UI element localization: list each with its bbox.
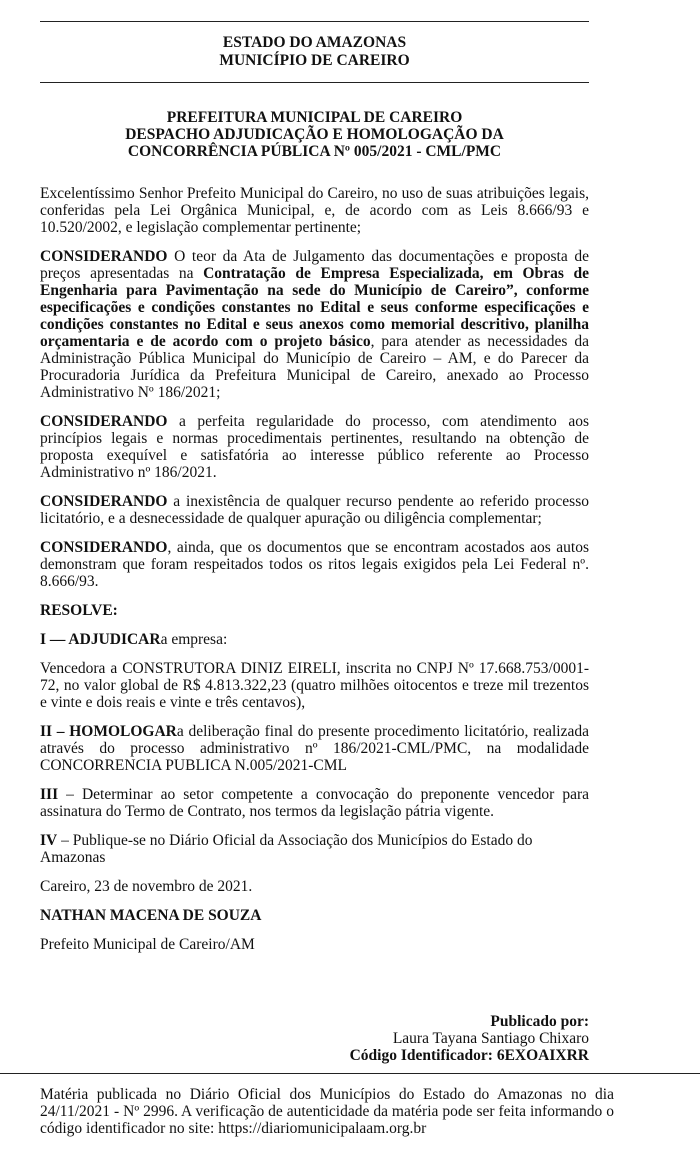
considerando-label: CONSIDERANDO [40, 539, 168, 556]
considerando-text: a inexistência de qualquer recurso pendente ao referido processo licitatório, e a desnecessidade de qualquer apuração ou diligência complementar; [40, 493, 589, 527]
identifier-label: Código Identificador: [349, 1047, 493, 1064]
intro-paragraph: Excelentíssimo Senhor Prefeito Municipal do Careiro, no uso de suas atribuições legais, conferidas pela Lei Orgânica Municipal, e, de acordo com as Leis 8.666/93 e 10.520/2002, e legislação complementar pertinente; [40, 185, 589, 236]
document-header [40, 34, 589, 70]
title-line-3: CONCORRÊNCIA PÚBLICA Nº 005/2021 - CML/PMC [127, 143, 502, 160]
considerando-label: CONSIDERANDO [40, 493, 168, 510]
published-by-label: Publicado por: [490, 1013, 589, 1030]
considerando-text-cont: , para atender as necessidades da Administração Pública Municipal do Município de Careiro – AM, e do Parecer da Procuradoria Jurídica da Prefeitura Municipal de Careiro, anexado ao Processo Administrativo Nº 186/2021; [40, 333, 589, 401]
title-line-2: DESPACHO ADJUDICAÇÃO E HOMOLOGAÇÃO DA [125, 126, 504, 143]
considerando-2 [40, 413, 589, 481]
considerando-3 [40, 493, 589, 527]
item-ii-label: II – HOMOLOGAR [40, 723, 177, 740]
item-i-text: a empresa: [160, 631, 228, 648]
item-iii [40, 786, 589, 820]
item-iii-label: III [40, 786, 59, 803]
top-rule [40, 21, 589, 22]
item-i [40, 631, 589, 648]
item-ii [40, 723, 589, 774]
publication-block [40, 1013, 589, 1064]
considerando-text: O teor da Ata de Julgamento das documentações e proposta de preços apresentadas na [40, 248, 589, 282]
considerando-label: CONSIDERANDO [40, 413, 168, 430]
item-i-label: I — ADJUDICAR [40, 631, 161, 648]
title-line-1: PREFEITURA MUNICIPAL DE CAREIRO [166, 109, 463, 126]
considerando-label: CONSIDERANDO [40, 248, 168, 265]
item-iii-text: – Determinar ao setor competente a convocação do preponente vencedor para assinatura do Termo de Contrato, nos termos da legislação pátria vigente. [40, 786, 589, 820]
header-rule [40, 82, 589, 83]
considerando-text: a perfeita regularidade do processo, com atendimento aos princípios legais e normas procedimentais pertinentes, resultando na obtenção de proposta exequível e satisfatória ao interesse público referente ao Processo Administrativo nº 186/2021. [40, 413, 589, 481]
publisher-name: Laura Tayana Santiago Chixaro [392, 1030, 589, 1047]
item-ii-text: a deliberação final do presente procedimento licitatório, realizada através do processo administrativo nº 186/2021-CML/PMC, na modalidade CONCORRENCIA PUBLICA N.005/2021-CML [40, 723, 590, 774]
footer-rule [0, 1073, 700, 1074]
state-name: ESTADO DO AMAZONAS [222, 34, 407, 51]
identifier-line [40, 1047, 589, 1064]
considerando-1 [40, 248, 589, 401]
footer-note: Matéria publicada no Diário Oficial dos Municípios do Estado do Amazonas no dia 24/11/2021 - Nº 2996. A verificação de autenticidade da matéria pode ser feita informando o código identificador no site: https://diariomunicipalaam.org.br [40, 1086, 614, 1137]
winner-paragraph: Vencedora a CONSTRUTORA DINIZ EIRELI, inscrita no CNPJ Nº 17.668.753/0001-72, no valor global de R$ 4.813.322,23 (quatro milhões oitocentos e treze mil trezentos e vinte e dois reais e vinte e três centavos), [40, 660, 589, 711]
resolve-heading: RESOLVE: [40, 602, 118, 619]
item-iv-label: IV [40, 832, 58, 849]
document-body [40, 185, 589, 965]
identifier-code: 6EXOAIXRR [492, 1047, 589, 1064]
considerando-text: , ainda, que os documentos que se encontram acostados aos autos demonstram que foram respeitados todos os ritos legais exigidos pela Lei Federal nº. 8.666/93. [40, 539, 589, 590]
item-iv-text: – Publique-se no Diário Oficial da Associação dos Municípios do Estado do Amazonas [40, 832, 533, 866]
signer-name: NATHAN MACENA DE SOUZA [40, 907, 262, 924]
date-line: Careiro, 23 de novembro de 2021. [40, 878, 253, 895]
considerando-4 [40, 539, 589, 590]
contract-object: Contratação de Empresa Especializada, em Obras de Engenharia para Pavimentação na sede do Município de Careiro”, conforme especificações e condições constantes no Edital e seus conforme especificações e condições constantes no Edital e seus anexos como memorial descritivo, planilha orçamentaria e de acordo com o projeto básico [40, 265, 589, 350]
item-iv [40, 832, 589, 866]
municipality-name: MUNICÍPIO DE CAREIRO [219, 52, 410, 69]
signer-role: Prefeito Municipal de Careiro/AM [40, 936, 255, 953]
document-title [40, 109, 589, 160]
